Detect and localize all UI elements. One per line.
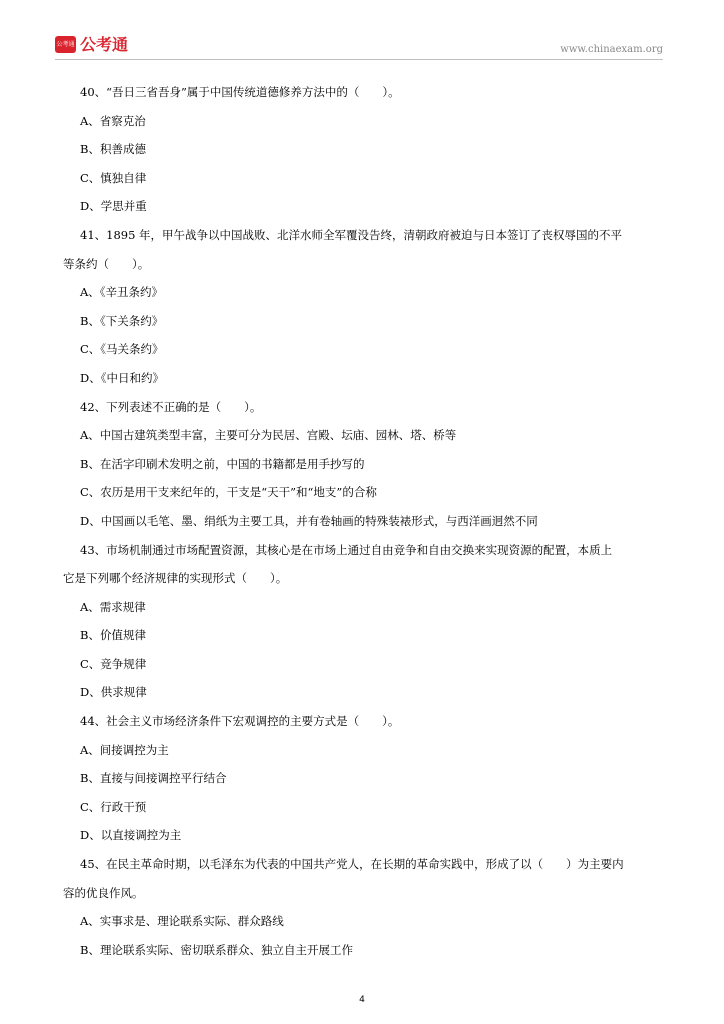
option: D、学思并重 bbox=[80, 199, 147, 214]
option: B、《下关条约》 bbox=[80, 313, 164, 328]
option: C、行政干预 bbox=[80, 799, 147, 814]
option: C、农历是用干支来纪年的，干支是“天干”和“地支”的合称 bbox=[80, 485, 377, 500]
option: B、积善成德 bbox=[80, 142, 146, 157]
question-stem: 45、在民主革命时期，以毛泽东为代表的中国共产党人，在长期的革命实践中，形成了以（ ）为主要内 容的优良作风。 bbox=[80, 850, 670, 907]
option: B、价值规律 bbox=[80, 628, 146, 643]
option: D、中国画以毛笔、墨、绢纸为主要工具，并有卷轴画的特殊装裱形式，与西洋画迥然不同 bbox=[80, 513, 538, 528]
question-list bbox=[63, 78, 670, 964]
option: C、慎独自律 bbox=[80, 170, 147, 185]
option: D、供求规律 bbox=[80, 685, 147, 700]
logo-text: 公考通 bbox=[80, 35, 129, 54]
question-stem: 41、1895 年，甲午战争以中国战败、北洋水师全军覆没告终，清朝政府被迫与日本签订了丧权辱国的不平 等条约（ ）。 bbox=[80, 221, 670, 278]
page-number: 4 bbox=[359, 995, 365, 1005]
question-stem: 42、下列表述不正确的是（ ）。 bbox=[80, 399, 262, 414]
option: A、省察克治 bbox=[80, 113, 146, 128]
question-stem: 43、市场机制通过市场配置资源，其核心是在市场上通过自由竞争和自由交换来实现资源的配置，本质上 它是下列哪个经济规律的实现形式（ ）。 bbox=[80, 536, 670, 593]
logo-icon: 公考通 bbox=[55, 36, 76, 53]
option: A、间接调控为主 bbox=[80, 742, 169, 757]
question-stem-continuation: 它是下列哪个经济规律的实现形式（ ）。 bbox=[63, 571, 288, 586]
option: B、理论联系实际、密切联系群众、独立自主开展工作 bbox=[80, 942, 353, 957]
option: D、以直接调控为主 bbox=[80, 828, 182, 843]
question-stem-continuation: 等条约（ ）。 bbox=[63, 256, 150, 271]
header-divider bbox=[55, 59, 663, 60]
page-header bbox=[55, 34, 663, 58]
option: B、直接与间接调控平行结合 bbox=[80, 771, 227, 786]
option: D、《中日和约》 bbox=[80, 370, 164, 385]
option: A、中国古建筑类型丰富，主要可分为民居、宫殿、坛庙、园林、塔、桥等 bbox=[80, 428, 457, 443]
option: B、在活字印刷术发明之前，中国的书籍都是用手抄写的 bbox=[80, 456, 365, 471]
question-stem-continuation: 容的优良作风。 bbox=[63, 885, 144, 900]
option: C、竞争规律 bbox=[80, 656, 147, 671]
option: A、《辛丑条约》 bbox=[80, 285, 164, 300]
site-url: www.chinaexam.org bbox=[560, 44, 663, 55]
question-stem: 44、社会主义市场经济条件下宏观调控的主要方式是（ ）。 bbox=[80, 714, 400, 729]
question-stem: 40、“吾日三省吾身”属于中国传统道德修养方法中的（ ）。 bbox=[80, 85, 400, 99]
option: A、实事求是、理论联系实际、群众路线 bbox=[80, 914, 284, 929]
option: C、《马关条约》 bbox=[80, 342, 164, 357]
option: A、需求规律 bbox=[80, 599, 146, 614]
